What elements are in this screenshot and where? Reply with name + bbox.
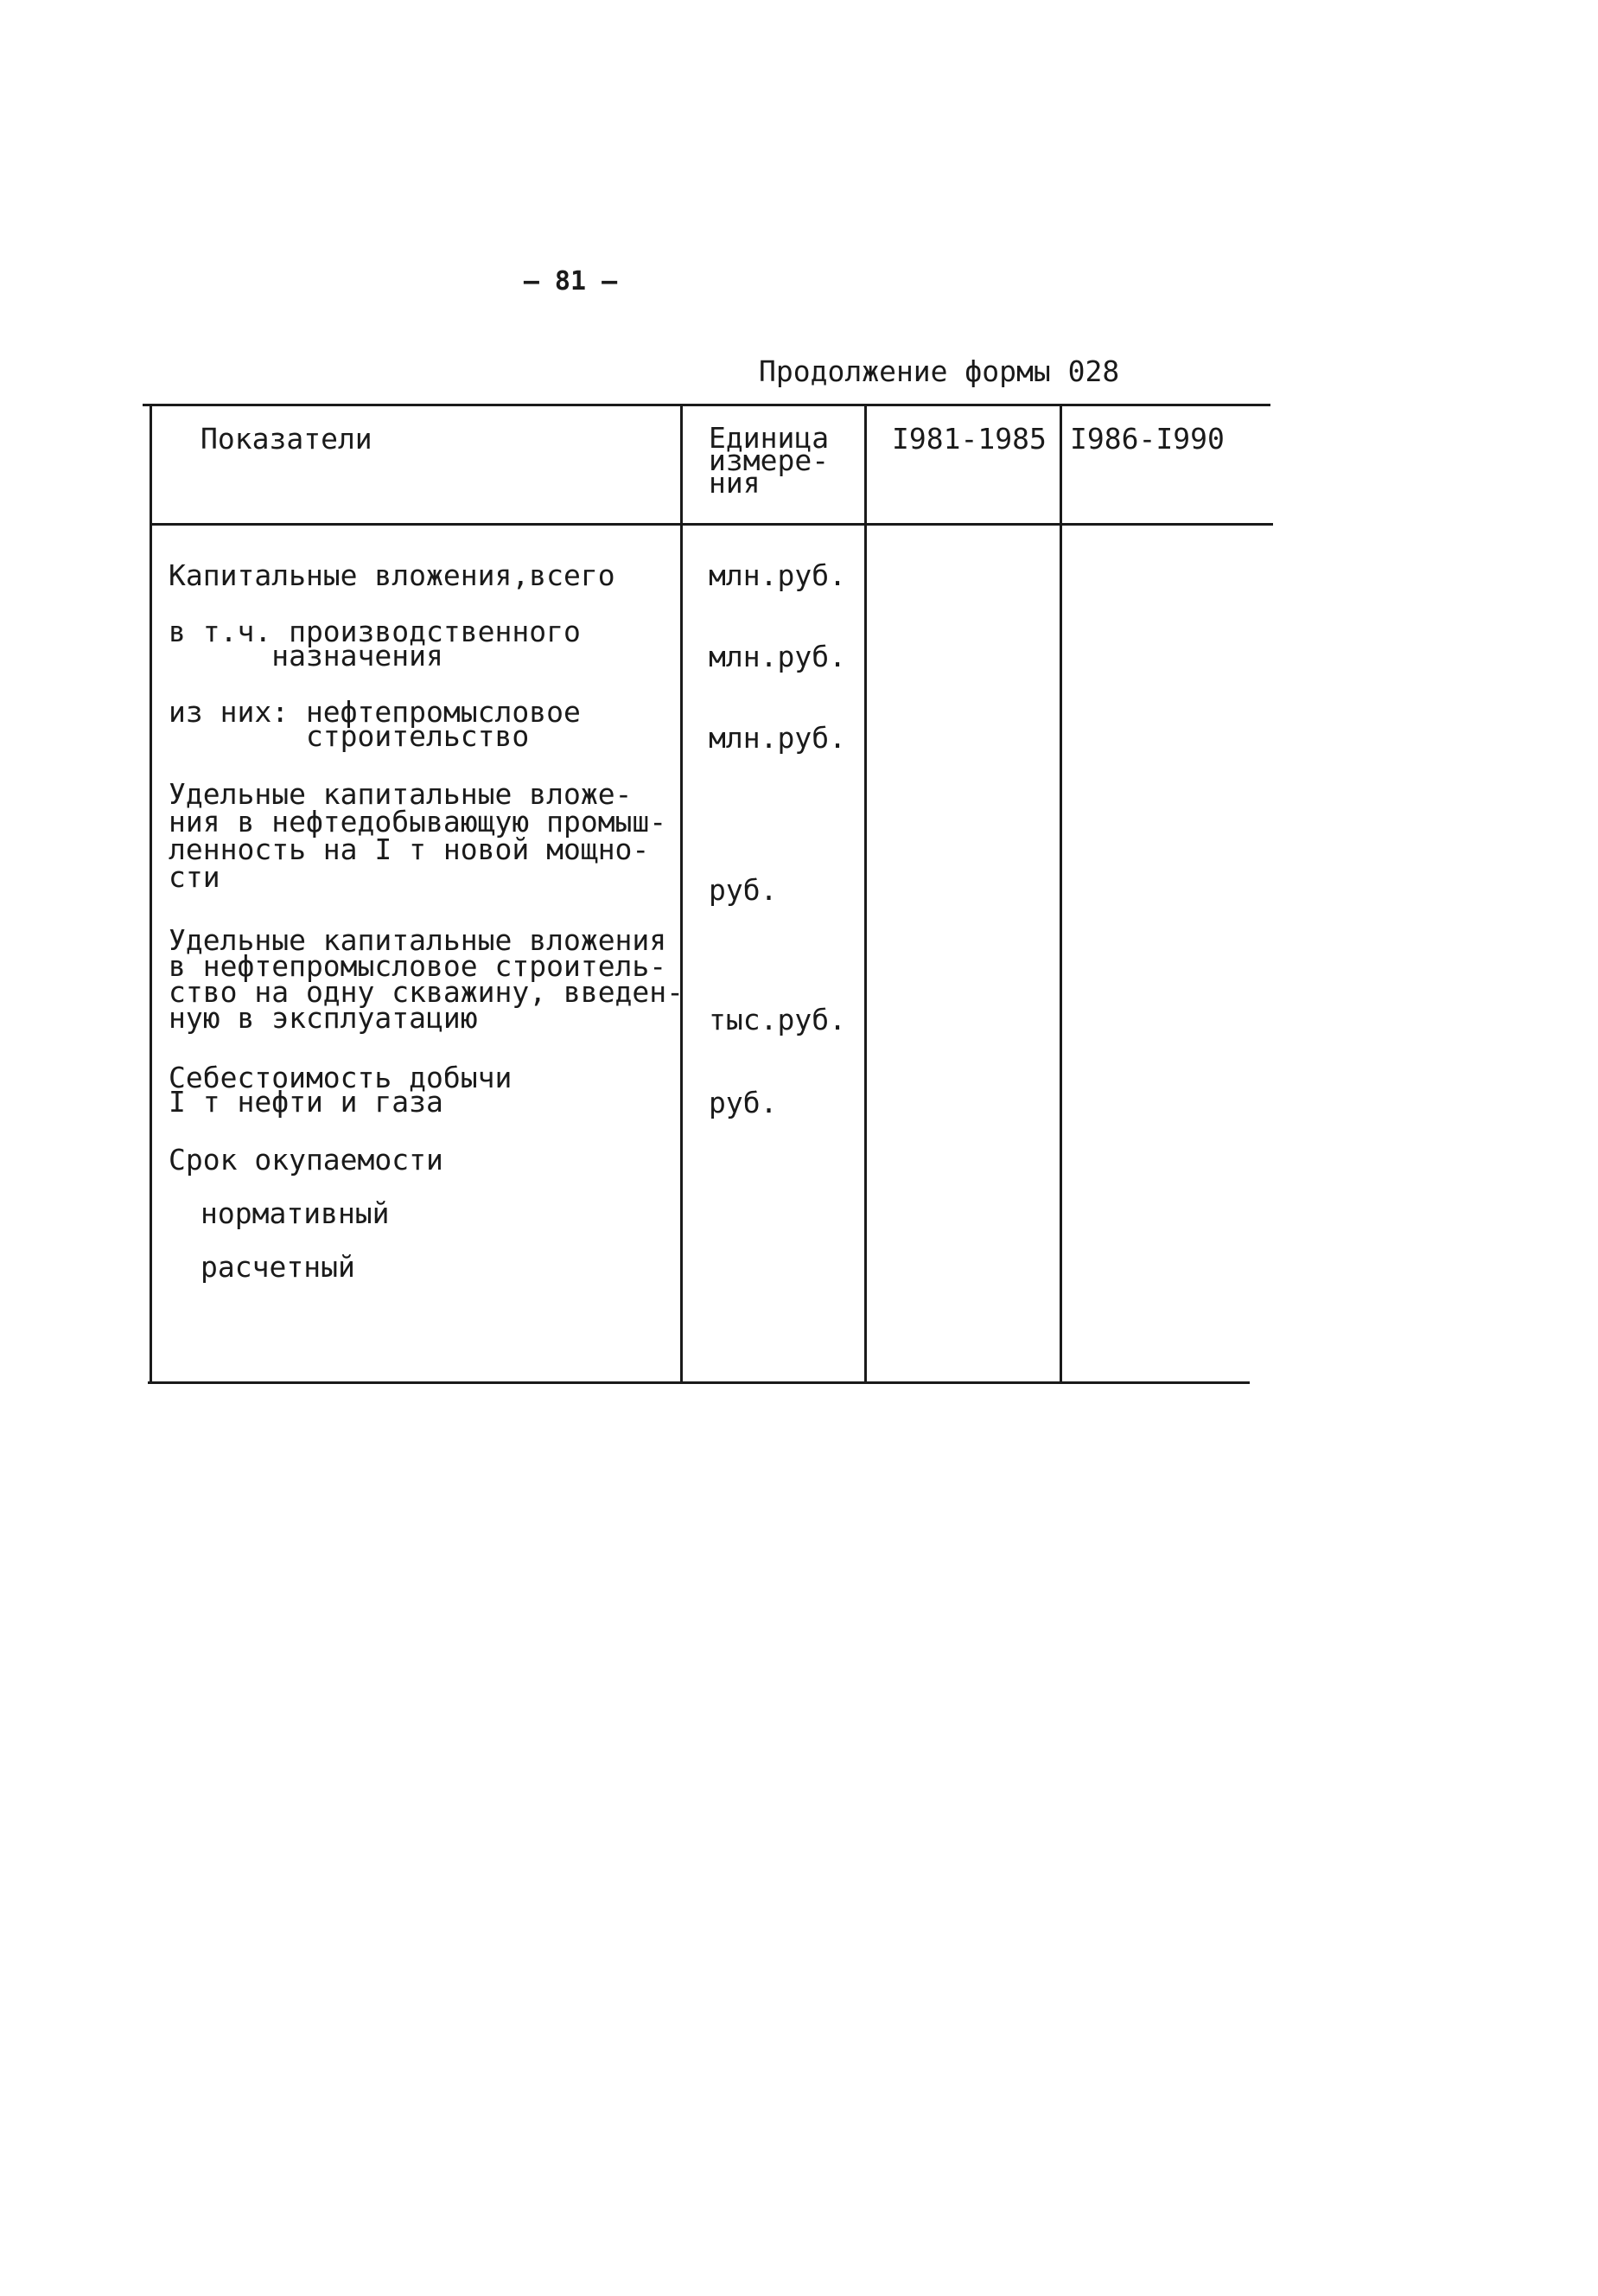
form-caption: Продолжение формы 028	[759, 354, 1120, 388]
row-unit-specific-investment-capacity: руб.	[709, 873, 778, 907]
row-label-calculated: расчетный	[201, 1250, 355, 1284]
row-unit-capital-investment: млн.руб.	[709, 558, 846, 592]
row-unit-production-purpose: млн.руб.	[709, 640, 846, 673]
row-label-specific-investment-capacity: Удельные капитальные вложе- ния в нефтедобывающую промыш- ленность на I т новой мощно- сти	[169, 777, 667, 894]
table-bottom-rule	[148, 1381, 1250, 1384]
page-number: — 81 —	[523, 266, 618, 297]
row-unit-production-cost: руб.	[709, 1086, 778, 1119]
row-label-payback-period: Срок окупаемости	[169, 1143, 443, 1177]
table-top-rule	[143, 404, 1270, 406]
row-unit-oilfield-construction: млн.руб.	[709, 721, 846, 755]
header-indicators: Показатели	[201, 422, 372, 456]
row-label-normative: нормативный	[201, 1196, 390, 1230]
row-unit-specific-investment-well: тыс.руб.	[709, 1003, 846, 1036]
header-bottom-rule	[150, 523, 1273, 526]
row-label-specific-investment-well: Удельные капитальные вложения в нефтепромысловое строитель- ство на одну скважину, введен- ную в эксплуатацию	[169, 923, 684, 1035]
table-left-border	[150, 404, 152, 1383]
column-divider-period2	[1060, 404, 1062, 1381]
column-divider-unit	[680, 404, 683, 1381]
row-label-production-purpose: в т.ч. производственного назначения	[169, 615, 581, 673]
header-unit: Единица измере- ния	[709, 421, 830, 500]
header-period-1986-1990: I986-I990	[1070, 422, 1225, 456]
row-label-production-cost: Себестоимость добычи I т нефти и газа	[169, 1061, 513, 1119]
row-label-capital-investment: Капитальные вложения,всего	[169, 558, 615, 592]
header-period-1981-1985: I981-1985	[892, 422, 1047, 456]
row-label-oilfield-construction: из них: нефтепромысловое строительство	[169, 695, 581, 753]
column-divider-period1	[864, 404, 867, 1381]
